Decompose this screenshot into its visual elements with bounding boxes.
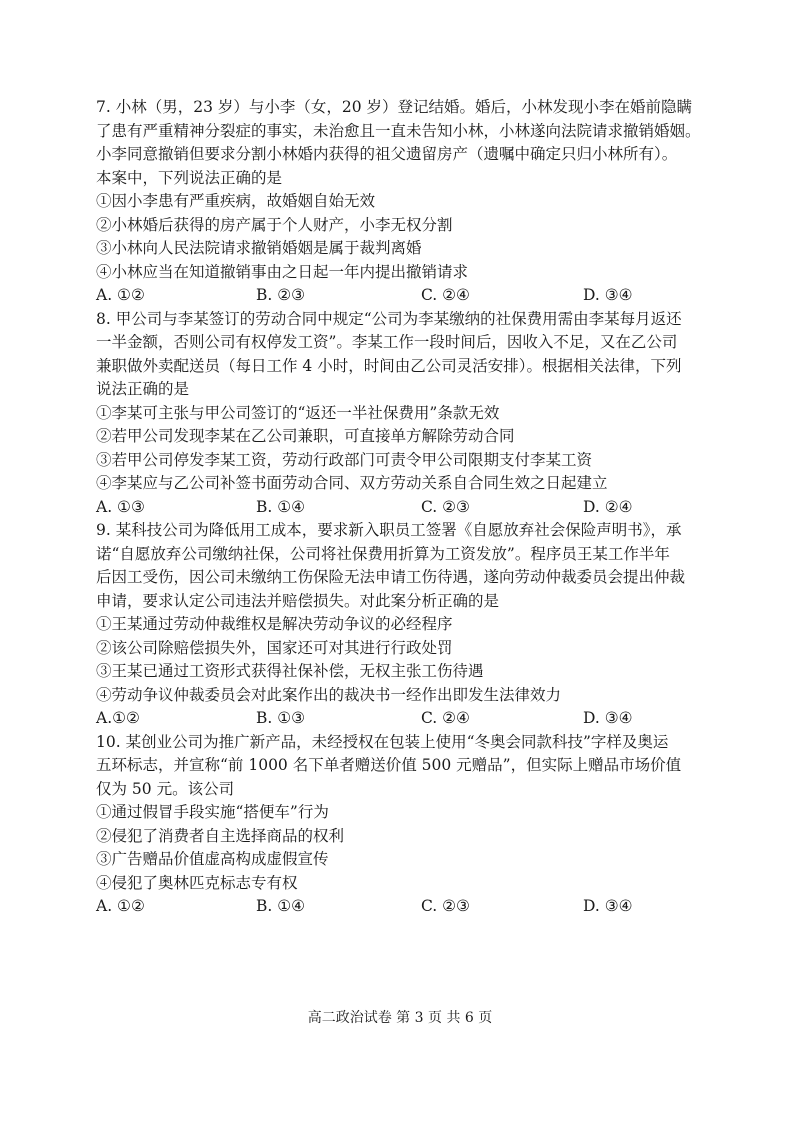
choice-d: D. ③④ xyxy=(583,709,633,727)
question-stem-line: 诺“自愿放弃公司缴纳社保，公司将社保费用折算为工资发放”。程序员王某工作半年 xyxy=(96,544,670,563)
question-9 xyxy=(96,519,716,731)
question-stem-line: 一半金额，否则公司有权停发工资”。李某工作一段时间后，因收入不足，又在乙公司 xyxy=(96,333,678,351)
choice-b: B. ①③ xyxy=(256,709,306,727)
answer-choices xyxy=(96,284,716,308)
question-10 xyxy=(96,731,716,919)
choice-c: C. ②③ xyxy=(421,497,470,516)
question-stem-line: 后因工受伤，因公司未缴纳工伤保险无法申请工伤待遇，遂向劳动仲裁委员会提出仲裁 xyxy=(96,568,686,586)
choice-c: C. ②④ xyxy=(421,286,470,304)
question-stem-line: 7. 小林（男，23 岁）与小李（女，20 岁）登记结婚。婚后，小林发现小李在婚前隐瞒 xyxy=(96,98,693,116)
question-stem-line: 小李同意撤销但要求分割小林婚内获得的祖父遗留房产（遗嘱中确定只归小林所有）。 xyxy=(96,145,678,163)
statement-option: ④小林应当在知道撤销事由之日起一年内提出撤销请求 xyxy=(96,262,469,281)
statement-option: ③王某已通过工资形式获得社保补偿，无权主张工伤待遇 xyxy=(96,662,484,680)
statement-option: ③广告赠品价值虚高构成虚假宣传 xyxy=(96,850,329,868)
choice-b: B. ①④ xyxy=(256,497,306,516)
choice-d: D. ③④ xyxy=(583,286,633,304)
page-footer: 高二政治试卷 第 3 页 共 6 页 xyxy=(307,1010,493,1026)
question-stem-line: 兼职做外卖配送员（每日工作 4 小时，时间由乙公司灵活安排）。根据相关法律，下列 xyxy=(96,356,682,375)
question-stem-line: 五环标志，并宣称“前 1000 名下单者赠送价值 500 元赠品”，但实际上赠品市场价值 xyxy=(96,756,682,774)
question-7 xyxy=(96,96,716,308)
statement-option: ①李某可主张与甲公司签订的“返还一半社保费用”条款无效 xyxy=(96,403,500,422)
statement-option: ②若甲公司发现李某在乙公司兼职，可直接单方解除劳动合同 xyxy=(96,427,515,445)
question-stem-line: 本案中，下列说法正确的是 xyxy=(96,168,283,187)
choice-a: A. ①② xyxy=(96,897,145,915)
choice-d: D. ③④ xyxy=(583,897,633,915)
statement-option: ④劳动争议仲裁委员会对此案作出的裁决书一经作出即发生法律效力 xyxy=(96,685,562,704)
statement-option: ④侵犯了奥林匹克标志专有权 xyxy=(96,873,298,892)
statement-option: ②侵犯了消费者自主选择商品的权利 xyxy=(96,826,345,845)
exam-page xyxy=(96,96,716,919)
statement-option: ①王某通过劳动仲裁维权是解决劳动争议的必经程序 xyxy=(96,615,453,633)
statement-option: ②该公司除赔偿损失外，国家还可对其进行行政处罚 xyxy=(96,638,453,657)
choice-a: A.①② xyxy=(96,709,140,727)
choice-d: D. ②④ xyxy=(583,497,633,516)
question-stem-line: 仅为 50 元。该公司 xyxy=(96,779,235,798)
statement-option: ③若甲公司停发李某工资，劳动行政部门可责令甲公司限期支付李某工资 xyxy=(96,450,593,469)
question-stem-line: 9. 某科技公司为降低用工成本，要求新入职员工签署《自愿放弃社会保险声明书》，承 xyxy=(96,521,682,539)
question-8 xyxy=(96,308,716,520)
question-stem-line: 说法正确的是 xyxy=(96,380,190,398)
answer-choices xyxy=(96,707,716,731)
choice-c: C. ②④ xyxy=(421,709,470,727)
choice-b: B. ①④ xyxy=(256,897,306,915)
question-stem-line: 10. 某创业公司为推广新产品，未经授权在包装上使用“冬奥会同款科技”字样及奥运 xyxy=(96,732,669,751)
statement-option: ③小林向人民法院请求撤销婚姻是属于裁判离婚 xyxy=(96,239,422,257)
choice-a: A. ①② xyxy=(96,286,145,304)
question-stem-line: 了患有严重精神分裂症的事实，未治愈且一直未告知小林，小林遂向法院请求撤销婚姻。 xyxy=(96,121,701,140)
answer-choices xyxy=(96,496,716,520)
statement-option: ④李某应与乙公司补签书面劳动合同、双方劳动关系自合同生效之日起建立 xyxy=(96,474,608,492)
choice-c: C. ②③ xyxy=(421,897,470,915)
question-stem-line: 申请，要求认定公司违法并赔偿损失。对此案分析正确的是 xyxy=(96,591,500,610)
choice-a: A. ①③ xyxy=(96,497,145,516)
statement-option: ②小林婚后获得的房产属于个人财产，小李无权分割 xyxy=(96,215,453,234)
choice-b: B. ②③ xyxy=(256,286,306,304)
statement-option: ①因小李患有严重疾病，故婚姻自始无效 xyxy=(96,192,376,210)
statement-option: ①通过假冒手段实施“搭便车”行为 xyxy=(96,803,329,821)
answer-choices xyxy=(96,895,716,919)
question-stem-line: 8. 甲公司与李某签订的劳动合同中规定“公司为李某缴纳的社保费用需由李某每月返还 xyxy=(96,309,682,328)
